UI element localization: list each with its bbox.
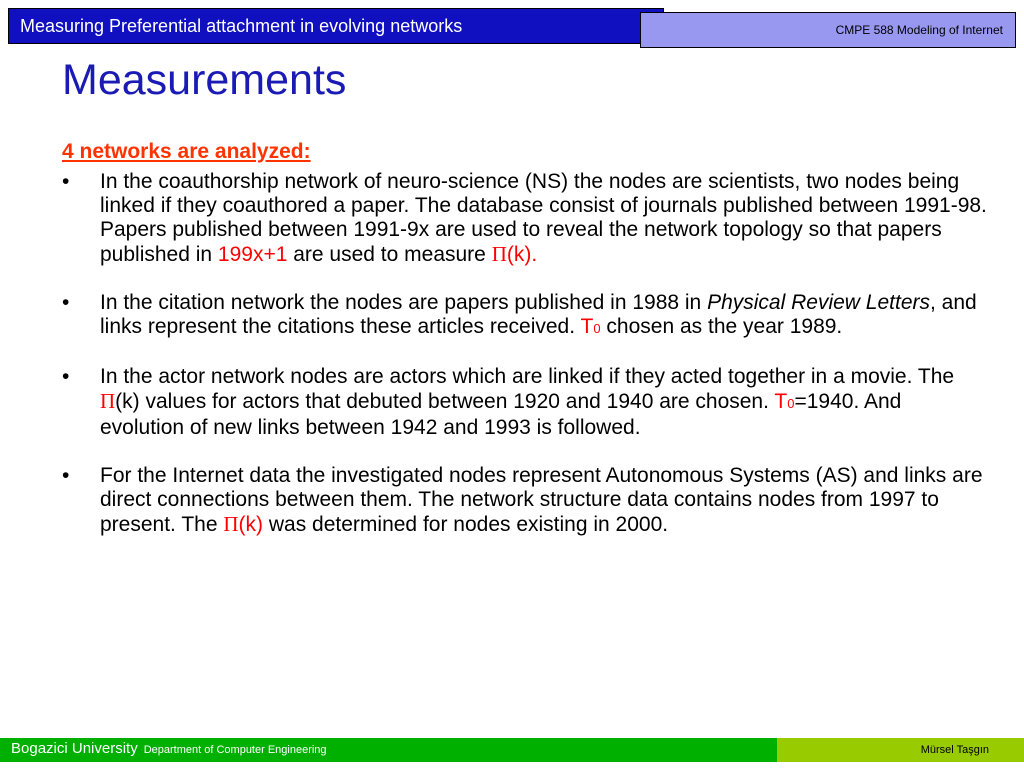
subscript-zero: 0: [787, 396, 795, 411]
bullet-citation: [60, 291, 990, 341]
footer-author: [777, 738, 1024, 762]
course-title: CMPE 588 Modeling of Internet: [835, 23, 1003, 37]
slide-subheading: 4 networks are analyzed:: [62, 140, 311, 163]
slide-title: Measurements: [62, 56, 347, 104]
bullet-coauthorship: [60, 170, 990, 267]
header-course-bar: [640, 12, 1016, 48]
highlight-text: T: [774, 390, 788, 413]
bullet-text: In the citation network the nodes are papers published in 1988 in: [100, 291, 708, 314]
bullet-text: was determined for nodes existing in 2000.: [263, 513, 669, 536]
bullet-text: (k) values for actors that debuted between 1920 and 1940 are chosen.: [115, 390, 775, 413]
department-name: Department of Computer Engineering: [143, 744, 327, 756]
author-name: Mürsel Taşgın: [920, 744, 989, 756]
header-title: Measuring Preferential attachment in evolving networks: [20, 16, 463, 36]
bullet-text: chosen as the year 1989.: [600, 315, 843, 338]
highlight-text: (k).: [506, 243, 538, 266]
bullet-text: , and links represent the citations these articles received.: [100, 291, 977, 338]
bullet-text: In the actor network nodes are actors which are linked if they acted together in a movie. The: [100, 365, 955, 388]
journal-name: Physical Review Letters: [707, 291, 930, 314]
bullet-internet: [60, 464, 990, 537]
pi-symbol: Π: [223, 512, 239, 536]
bullet-text: For the Internet data the investigated nodes represent Autonomous Systems (AS) and links are direct connections between them. The network structure data contains nodes from 1997 to present. The: [100, 464, 983, 536]
bullet-text: In the coauthorship network of neuro-science (NS) the nodes are scientists, two nodes being linked if they coauthored a paper. The database consist of journals published between 1991-98. Papers published between 1991-9x are used to reveal the network topology so that papers published in: [100, 170, 987, 266]
highlight-text: T: [580, 315, 594, 338]
footer-institution: [0, 738, 777, 762]
highlight-text: 199x+1: [217, 243, 288, 266]
subscript-zero: 0: [593, 321, 601, 336]
university-name: Bogazici University: [11, 740, 138, 757]
bullet-glyph: •: [62, 365, 70, 388]
highlight-text: (k): [238, 513, 264, 536]
bullet-glyph: •: [62, 464, 70, 487]
bullet-actor: [60, 365, 990, 440]
bullet-text: are used to measure: [287, 243, 492, 266]
header-title-bar: [8, 8, 664, 44]
pi-symbol: Π: [100, 389, 116, 413]
bullet-text: =1940. And evolution of new links between 1942 and 1993 is followed.: [100, 390, 902, 439]
bullet-glyph: •: [62, 291, 70, 314]
footer-bar: [0, 738, 1024, 762]
bullet-list: [60, 170, 990, 537]
pi-symbol: Π: [491, 242, 507, 266]
bullet-glyph: •: [62, 170, 70, 193]
